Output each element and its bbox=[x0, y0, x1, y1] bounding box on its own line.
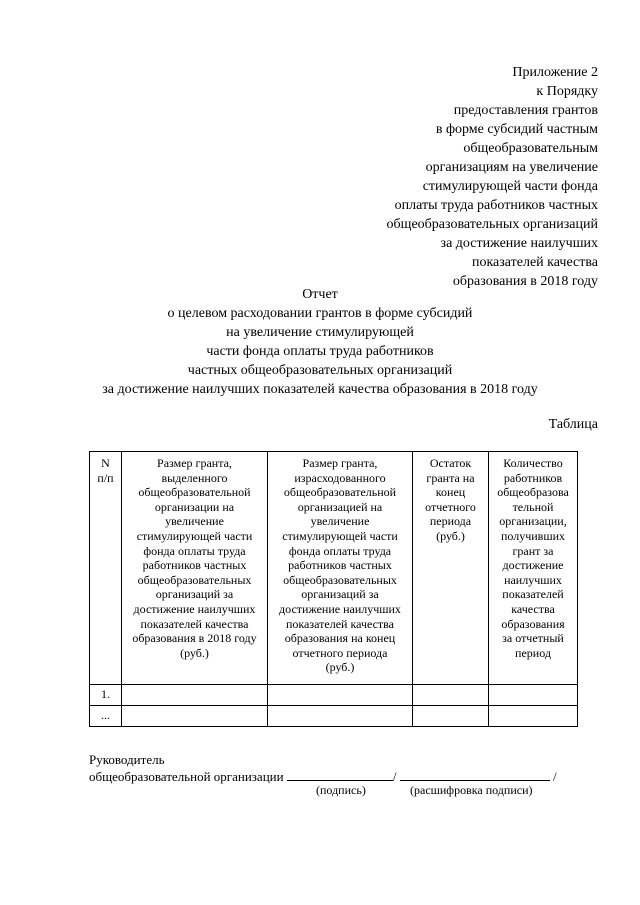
column-header-line: образования в 2018 году bbox=[132, 631, 257, 646]
appendix-line: за достижение наилучших bbox=[440, 236, 598, 251]
column-header-line: достижение наилучших bbox=[279, 601, 401, 616]
column-header-line: организации, bbox=[499, 514, 567, 529]
column-header-line: достижение bbox=[502, 558, 564, 573]
column-header-line: период bbox=[515, 645, 551, 660]
column-header-line: общеобразовательной bbox=[138, 485, 251, 500]
column-header-line: гранта на bbox=[426, 470, 475, 485]
column-header-line: (руб.) bbox=[436, 528, 465, 543]
column-header bbox=[122, 452, 268, 685]
table-cell bbox=[413, 706, 489, 727]
report-title-line: Отчет bbox=[302, 287, 338, 302]
report-title-line: на увеличение стимулирующей bbox=[226, 325, 414, 340]
column-header-line: израсходованного bbox=[294, 470, 386, 485]
appendix-line: Приложение 2 bbox=[512, 65, 598, 80]
column-header-line: увеличение bbox=[310, 514, 370, 529]
column-header-line: общеобразовательной bbox=[283, 485, 397, 500]
column-header-line: N bbox=[101, 456, 110, 470]
table-cell bbox=[122, 685, 268, 706]
appendix-line: оплаты труда работников частных bbox=[394, 198, 598, 213]
row-number-cell: ... bbox=[90, 706, 122, 727]
signature-org-label: общеобразовательной организации bbox=[89, 769, 287, 784]
appendix-line: показателей качества bbox=[471, 255, 598, 270]
signature-hint: (подпись) bbox=[316, 783, 366, 797]
appendix-line: к Порядку bbox=[536, 84, 598, 99]
appendix-line: образования в 2018 году bbox=[452, 274, 598, 289]
column-header-line: фонда оплаты труда bbox=[288, 543, 392, 558]
table-cell bbox=[413, 685, 489, 706]
column-header-line: качества bbox=[511, 601, 555, 616]
column-header-line: фонда оплаты труда bbox=[143, 543, 246, 558]
column-header-line: конец bbox=[435, 485, 466, 500]
column-header-line: Количество bbox=[503, 456, 563, 470]
column-header-line: стимулирующей части bbox=[136, 528, 253, 543]
column-header-line: Размер гранта, bbox=[302, 456, 378, 470]
column-header-line: организацией на bbox=[297, 499, 383, 514]
column-header bbox=[489, 452, 578, 685]
table-cell bbox=[268, 685, 413, 706]
column-header-line: п/п bbox=[97, 470, 114, 485]
appendix-line: предоставления грантов bbox=[453, 103, 598, 118]
column-header-line: (руб.) bbox=[325, 660, 355, 675]
column-header-line: организаций за bbox=[155, 587, 234, 602]
appendix-line: общеобразовательным bbox=[463, 141, 598, 156]
signature-separator-end: / bbox=[549, 769, 557, 784]
column-header-line: увеличение bbox=[165, 514, 224, 529]
signature-block bbox=[89, 752, 557, 785]
signature-separator: / bbox=[392, 769, 400, 784]
table-row bbox=[90, 685, 578, 706]
column-header-line: общеобразова bbox=[497, 485, 569, 500]
signature-role: Руководитель bbox=[89, 752, 165, 767]
column-header-line: Остаток bbox=[429, 456, 472, 470]
table-cell bbox=[122, 706, 268, 727]
name-hint: (расшифровка подписи) bbox=[410, 783, 533, 797]
column-header-line: Размер гранта, bbox=[157, 456, 232, 470]
column-header-line: отчетного периода bbox=[292, 645, 388, 660]
column-header-line: показателей качества bbox=[285, 616, 395, 631]
column-header-line: показателей качества bbox=[140, 616, 249, 631]
column-header-line: получивших bbox=[500, 528, 566, 543]
name-blank bbox=[400, 768, 550, 781]
table-cell bbox=[489, 706, 578, 727]
column-header-line: работников частных bbox=[142, 558, 247, 573]
column-header-line: образования bbox=[501, 616, 565, 631]
appendix-header bbox=[387, 63, 598, 291]
appendix-line: в форме субсидий частным bbox=[435, 122, 598, 137]
report-table bbox=[89, 451, 578, 727]
column-header bbox=[268, 452, 413, 685]
column-header-line: работников bbox=[503, 470, 563, 485]
column-header-line: образования на конец bbox=[284, 631, 396, 646]
column-header-line: общеобразовательных bbox=[137, 572, 252, 587]
column-header bbox=[413, 452, 489, 685]
row-number-cell: 1. bbox=[90, 685, 122, 706]
column-header-line: работников частных bbox=[288, 558, 392, 573]
column-header-line: отчетного bbox=[425, 499, 476, 514]
appendix-line: стимулирующей части фонда bbox=[422, 179, 598, 194]
column-header-line: грант за bbox=[512, 543, 554, 558]
column-header-line: тельной bbox=[512, 499, 554, 514]
table-row bbox=[90, 706, 578, 727]
column-header-line: периода bbox=[429, 514, 472, 529]
column-header-line: наилучших bbox=[504, 572, 562, 587]
column-header-line: показателей bbox=[502, 587, 564, 602]
table-cell bbox=[268, 706, 413, 727]
column-header-line: выделенного bbox=[161, 470, 228, 485]
column-header bbox=[90, 452, 122, 685]
report-title-line: частных общеобразовательных организаций bbox=[187, 363, 453, 378]
appendix-line: организациям на увеличение bbox=[425, 160, 598, 175]
table-header-row bbox=[90, 452, 578, 685]
column-header-line: (руб.) bbox=[180, 645, 209, 660]
column-header-line: организаций за bbox=[301, 587, 379, 602]
signature-blank bbox=[287, 768, 393, 781]
table-cell bbox=[489, 685, 578, 706]
report-title-line: части фонда оплаты труда работников bbox=[206, 344, 434, 359]
report-title-line: о целевом расходовании грантов в форме субсидий bbox=[167, 306, 473, 321]
report-title bbox=[0, 285, 640, 399]
table-label: Таблица bbox=[548, 417, 598, 432]
table-body bbox=[90, 685, 578, 727]
column-header-line: за отчетный bbox=[502, 631, 564, 646]
report-title-line: за достижение наилучших показателей качества образования в 2018 году bbox=[102, 382, 538, 397]
column-header-line: стимулирующей части bbox=[282, 528, 398, 543]
column-header-line: организации на bbox=[154, 499, 235, 514]
column-header-line: общеобразовательных bbox=[283, 572, 397, 587]
column-header-line: достижение наилучших bbox=[133, 601, 256, 616]
appendix-line: общеобразовательных организаций bbox=[386, 217, 598, 232]
